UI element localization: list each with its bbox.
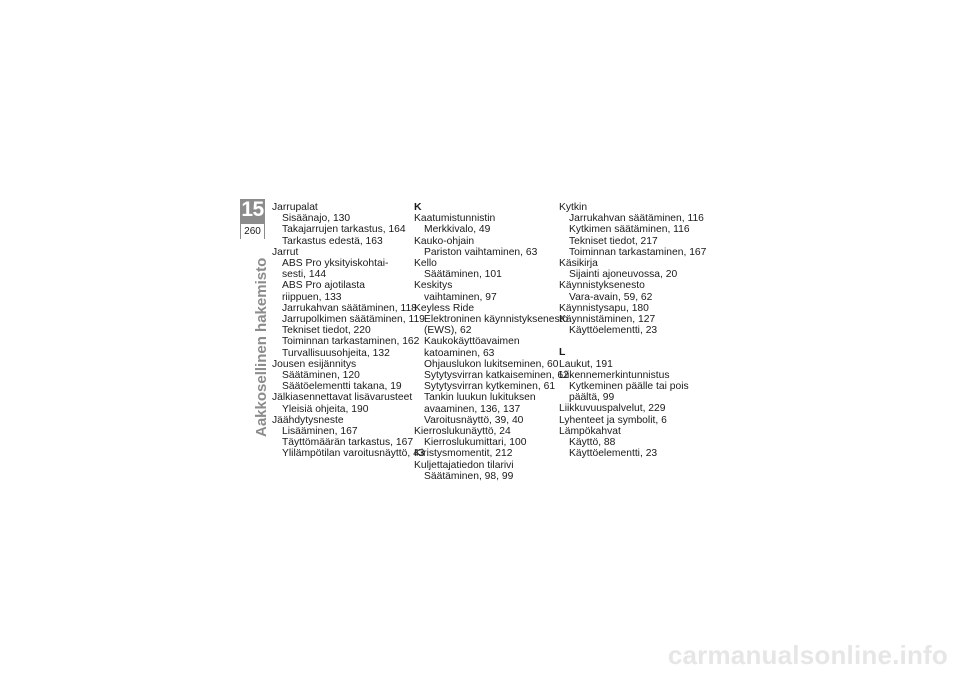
index-term: Keyless Ride xyxy=(414,302,475,314)
index-term: Laukut, 191 xyxy=(559,358,613,370)
index-term: Kaatumistunnistin xyxy=(414,213,496,225)
index-subentry: katoaminen, 63 xyxy=(424,347,495,359)
section-title: Aakkosellinen hakemisto xyxy=(253,257,270,437)
index-entry xyxy=(414,213,556,235)
index-term: Kierroslukunäyttö, 24 xyxy=(414,426,511,438)
index-subentry: (EWS), 62 xyxy=(424,325,472,337)
index-term: Liikennemerkintunnistus xyxy=(559,369,670,381)
index-subentry: Tekniset tiedot, 217 xyxy=(569,235,658,247)
index-subentry: Käyttöelementti, 23 xyxy=(569,325,658,337)
index-term: Käsikirja xyxy=(559,258,598,270)
index-entry xyxy=(559,370,699,404)
index-entry xyxy=(414,302,569,426)
index-entry xyxy=(272,359,412,393)
index-subentry: Turvallisuusohjeita, 132 xyxy=(282,347,390,359)
index-column-3 xyxy=(559,202,707,460)
index-subentry: Tekniset tiedot, 220 xyxy=(282,325,371,337)
index-entry xyxy=(559,314,699,336)
index-term: Jarrupalat xyxy=(272,202,318,213)
letter-spacer xyxy=(559,336,699,347)
index-entry xyxy=(414,460,556,482)
index-subentry: Takajarrujen tarkastus, 164 xyxy=(282,224,406,236)
page-number: 260 xyxy=(240,224,265,239)
index-entry xyxy=(272,414,425,460)
index-entry xyxy=(272,202,412,247)
index-subentry: ABS Pro ajotilasta xyxy=(282,280,365,292)
index-subentry: Jarrukahvan säätäminen, 118 xyxy=(282,302,417,314)
index-subentry: Sytytysvirran katkaiseminen, 62 xyxy=(424,370,569,382)
index-subentry: Ylilämpötilan varoitusnäyttö, 43 xyxy=(282,448,425,460)
index-term: Kuljettajatiedon tilarivi xyxy=(414,459,514,471)
index-subentry: Pariston vaihtaminen, 63 xyxy=(424,246,538,258)
index-entry xyxy=(414,448,556,459)
index-subentry: Kaukokäyttöavaimen xyxy=(424,336,520,348)
index-term: Jäähdytysneste xyxy=(272,414,344,426)
index-term: Keskitys xyxy=(414,280,453,292)
index-subentry: Täyttömäärän tarkastus, 167 xyxy=(282,437,414,449)
index-entry xyxy=(414,280,556,302)
index-subentry: Käyttö, 88 xyxy=(569,437,616,449)
index-term: Kytkin xyxy=(559,202,588,213)
index-subentry: Ohjauslukon lukitseminen, 60 xyxy=(424,358,559,370)
index-subentry: Sisäänajo, 130 xyxy=(282,213,351,225)
index-term: Kauko-ohjain xyxy=(414,235,475,247)
index-entry xyxy=(559,403,699,414)
index-subentry: riippuen, 133 xyxy=(282,291,342,303)
index-term: Lämpökahvat xyxy=(559,425,621,437)
index-subentry: avaaminen, 136, 137 xyxy=(424,403,521,415)
index-entry xyxy=(559,359,699,370)
index-term: Kello xyxy=(414,258,437,270)
index-subentry: Säätäminen, 101 xyxy=(424,269,502,281)
index-subentry: Säätöelementti takana, 19 xyxy=(282,381,402,393)
index-subentry: Säätäminen, 98, 99 xyxy=(424,470,514,482)
index-term: Liikkuvuuspalvelut, 229 xyxy=(559,403,666,415)
index-subentry: Jarrukahvan säätäminen, 116 xyxy=(569,213,704,225)
index-term: Käynnistäminen, 127 xyxy=(559,314,656,326)
index-subentry: Lisääminen, 167 xyxy=(282,426,358,438)
section-title-wrap xyxy=(238,246,268,446)
chapter-number: 15 xyxy=(241,198,264,221)
index-subentry: vaihtaminen, 97 xyxy=(424,291,497,303)
index-entry xyxy=(559,303,699,314)
index-entry xyxy=(559,280,699,302)
index-subentry: Jarrupolkimen säätäminen, 119 xyxy=(282,314,425,326)
index-column-1 xyxy=(272,202,425,460)
index-entry xyxy=(559,258,699,280)
index-entry xyxy=(414,258,556,280)
index-subentry: Toiminnan tarkastaminen, 167 xyxy=(569,246,707,258)
index-term: Kiristysmomentit, 212 xyxy=(414,448,513,460)
index-subentry: Tankin luukun lukituksen xyxy=(424,392,536,404)
index-subentry: sesti, 144 xyxy=(282,269,327,281)
watermark: carmanualsonline.info xyxy=(667,640,948,670)
index-subentry: Kytkeminen päälle tai pois xyxy=(569,381,689,393)
index-subentry: Vara-avain, 59, 62 xyxy=(569,291,653,303)
index-entry xyxy=(559,415,699,426)
index-subentry: Varoitusnäyttö, 39, 40 xyxy=(424,414,524,426)
index-subentry: Kierroslukumittari, 100 xyxy=(424,437,527,449)
index-term: Käynnistysapu, 180 xyxy=(559,302,649,314)
index-subentry: Elektroninen käynnistyksenesto xyxy=(424,314,569,326)
index-column-2 xyxy=(414,201,569,482)
chapter-tab xyxy=(240,199,265,239)
index-subentry: Sytytysvirran kytkeminen, 61 xyxy=(424,381,556,393)
letter-heading: K xyxy=(414,201,422,213)
index-entry xyxy=(272,392,412,414)
index-subentry: Merkkivalo, 49 xyxy=(424,224,491,236)
letter-heading: L xyxy=(559,346,566,359)
index-entry xyxy=(414,236,556,258)
index-subentry: Yleisiä ohjeita, 190 xyxy=(282,403,369,415)
index-term: Lyhenteet ja symbolit, 6 xyxy=(559,414,667,426)
index-subentry: ABS Pro yksityiskohtai- xyxy=(282,258,389,270)
index-term: Käynnistyksenesto xyxy=(559,280,645,292)
index-subentry: Sijainti ajoneuvossa, 20 xyxy=(569,269,678,281)
index-entry xyxy=(414,426,556,448)
index-entry xyxy=(559,202,707,258)
index-subentry: Säätäminen, 120 xyxy=(282,370,360,382)
index-term: Jousen esijännitys xyxy=(272,358,357,370)
index-term: Jälkiasennettavat lisävarusteet xyxy=(272,392,413,404)
index-subentry: Kytkimen säätäminen, 116 xyxy=(569,224,690,236)
index-subentry: Tarkastus edestä, 163 xyxy=(282,235,383,247)
index-entry xyxy=(272,246,425,359)
index-term: Jarrut xyxy=(272,246,299,258)
index-subentry: päältä, 99 xyxy=(569,392,615,404)
index-entry xyxy=(559,426,699,460)
index-subentry: Käyttöelementti, 23 xyxy=(569,448,658,460)
index-subentry: Toiminnan tarkastaminen, 162 xyxy=(282,336,420,348)
